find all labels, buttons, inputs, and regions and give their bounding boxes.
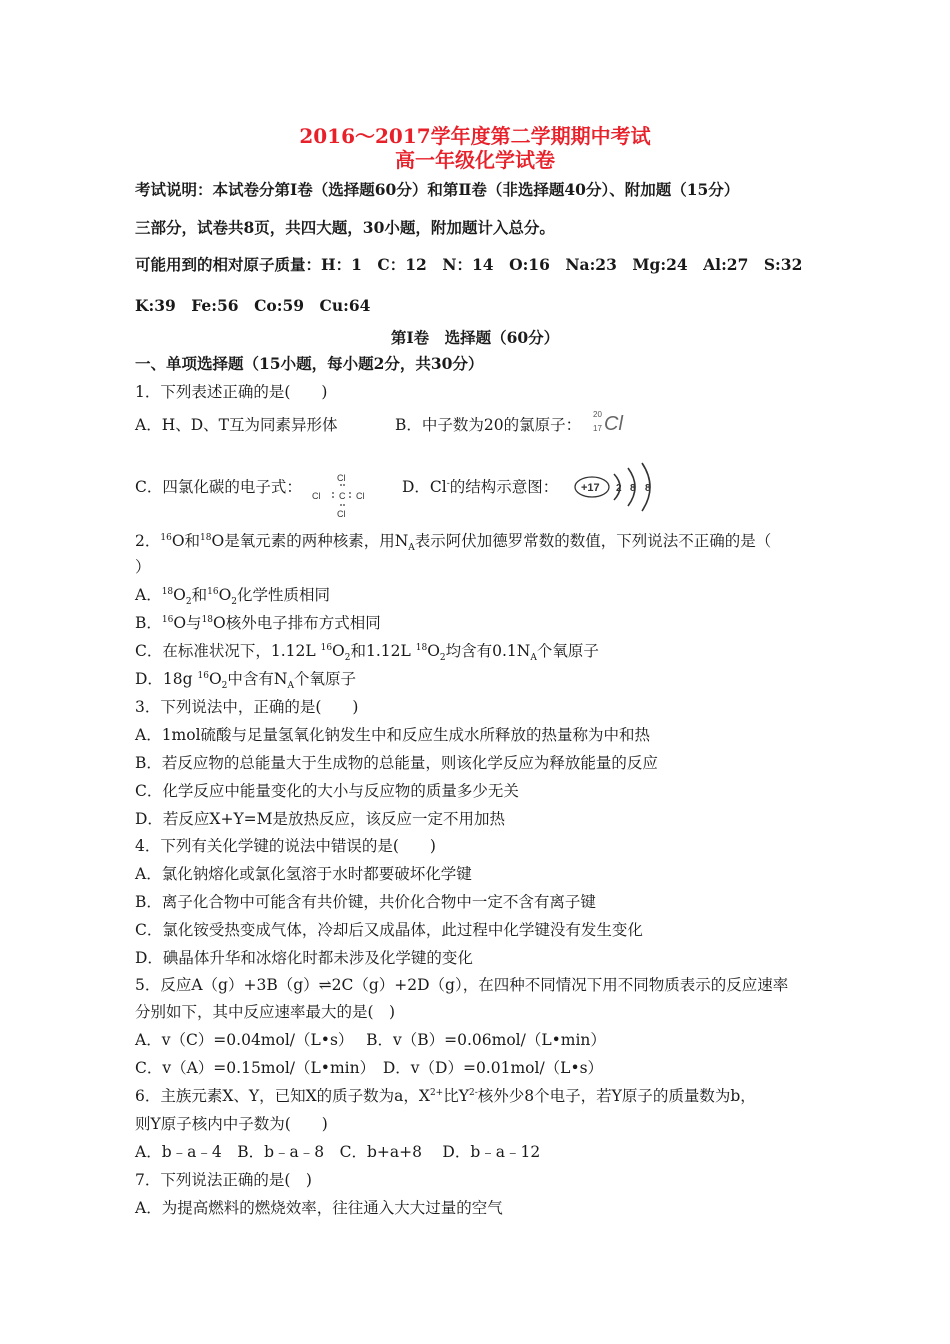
q2-stem-continued: ） [135,558,151,576]
q4-option-c: C．氯化铵受热变成气体，冷却后又成晶体，此过程中化学键没有发生变化 [135,921,643,939]
atomic-mass-line-1: 可能用到的相对原子质量：H：1 C：12 N：14 O:16 Na:23 Mg:24 Al:27 S:32 [135,255,803,274]
q1-stem: 1．下列表述正确的是( ) [135,383,328,401]
part-heading: 一、单项选择题（15小题，每小题2分，共30分） [135,354,484,373]
q3-option-c: C．化学反应中能量变化的大小与反应物的质量多少无关 [135,782,519,800]
isotope-element-symbol: Cl [604,413,623,435]
q2-option-a: A．$^{18}O_2$和$^{16}O_2$化学性质相同 [135,586,331,608]
q5-options-ab: A．v（C）=0.04mol/（L•s） B．v（B）=0.06mol/（L•min） [135,1031,606,1049]
isotope-atomic-number: 17 [593,424,602,433]
q1-option-b: B．中子数为20的氯原子： [395,416,582,434]
nucleus-charge: +17 [581,482,600,494]
q2-option-c: C．在标准状况下，1.12L $^{16}O_2$和1.12L $^{18}O_2$均含有$0.1N_A$个氧原子 [135,642,599,664]
q5-stem: 5．反应A（g）+3B（g）⇌2C（g）+2D（g），在四种不同情况下用不同物质表示的反应速率 [135,976,789,994]
q2-stem: 2．$^{16}$O和$^{18}$O是氧元素的两种核素，用$N_A$表示阿伏加德罗常数的数值，下列说法不正确的是（ [135,532,772,554]
lewis-cl-left: Cl [312,491,321,501]
exam-subtitle: 高一年级化学试卷 [395,148,555,172]
q2-option-b: B．$^{16}$O与$^{18}$O核外电子排布方式相同 [135,614,381,632]
q1-option-c: C．四氯化碳的电子式： [135,478,302,496]
isotope-mass-number: 20 [593,410,602,419]
q5-options-cd: C．v（A）=0.15mol/（L•min） D．v（D）=0.01mol/（L•s） [135,1059,604,1077]
q4-option-d: D．碘晶体升华和冰熔化时都未涉及化学键的变化 [135,949,473,967]
q1-option-d: D．Cl-的结构示意图： [402,478,559,496]
q7-stem: 7．下列说法正确的是( ) [135,1171,312,1189]
lewis-cl-bottom: Cl [337,509,346,518]
q2-option-d: D．18g $^{16}O_2$中含有$N_A$个氧原子 [135,670,356,692]
q3-stem: 3．下列说法中，正确的是( ) [135,698,359,716]
ccl4-electron-formula [312,472,376,518]
instructions-line-1: 考试说明：本试卷分第Ⅰ卷（选择题60分）和第Ⅱ卷（非选择题40分）、附加题（15分） [135,180,740,199]
q6-options: A．b﹣a﹣4 B．b﹣a﹣8 C．b+a+8 D．b﹣a﹣12 [135,1143,541,1161]
q4-option-b: B．离子化合物中可能含有共价键，共价化合物中一定不含有离子键 [135,893,596,911]
q4-option-a: A．氯化钠熔化或氯化氢溶于水时都要破坏化学键 [135,865,472,883]
q1-option-a: A．H、D、T互为同素异形体 [135,416,338,434]
q3-option-b: B．若反应物的总能量大于生成物的总能量，则该化学反应为释放能量的反应 [135,754,658,772]
q6-stem: 6．主族元素X、Y，已知X的质子数为a，$X^{2+}$比$Y^{2-}$核外少8个电子，若Y原子的质量数为b， [135,1087,756,1105]
q7-option-a: A．为提高燃料的燃烧效率，往往通入大大过量的空气 [135,1199,503,1217]
q3-option-d: D．若反应X+Y=M是放热反应，该反应一定不用加热 [135,810,506,828]
chlorine-isotope-symbol [592,406,632,440]
q6-stem-continued: 则Y原子核内中子数为( ) [135,1115,328,1133]
q5-stem-continued: 分别如下，其中反应速率最大的是( ) [135,1003,396,1021]
section-title: 第Ⅰ卷 选择题（60分） [390,328,560,347]
shell-3-electrons: 8 [645,483,651,494]
chloride-ion-structure-diagram [570,460,665,516]
q3-option-a: A．1mol硫酸与足量氢氧化钠发生中和反应生成水所释放的热量称为中和热 [135,726,651,744]
exam-title: 2016～2017学年度第二学期期中考试 [299,124,651,148]
q4-stem: 4．下列有关化学键的说法中错误的是( ) [135,837,436,855]
lewis-c-center: C [339,491,346,501]
shell-1-electrons: 2 [616,483,622,494]
lewis-cl-right: Cl [356,491,365,501]
atomic-mass-line-2: K:39 Fe:56 Co:59 Cu:64 [135,296,371,315]
lewis-cl-top: Cl [337,473,346,483]
instructions-line-2: 三部分，试卷共8页，共四大题，30小题，附加题计入总分。 [135,218,555,237]
shell-2-electrons: 8 [630,483,636,494]
